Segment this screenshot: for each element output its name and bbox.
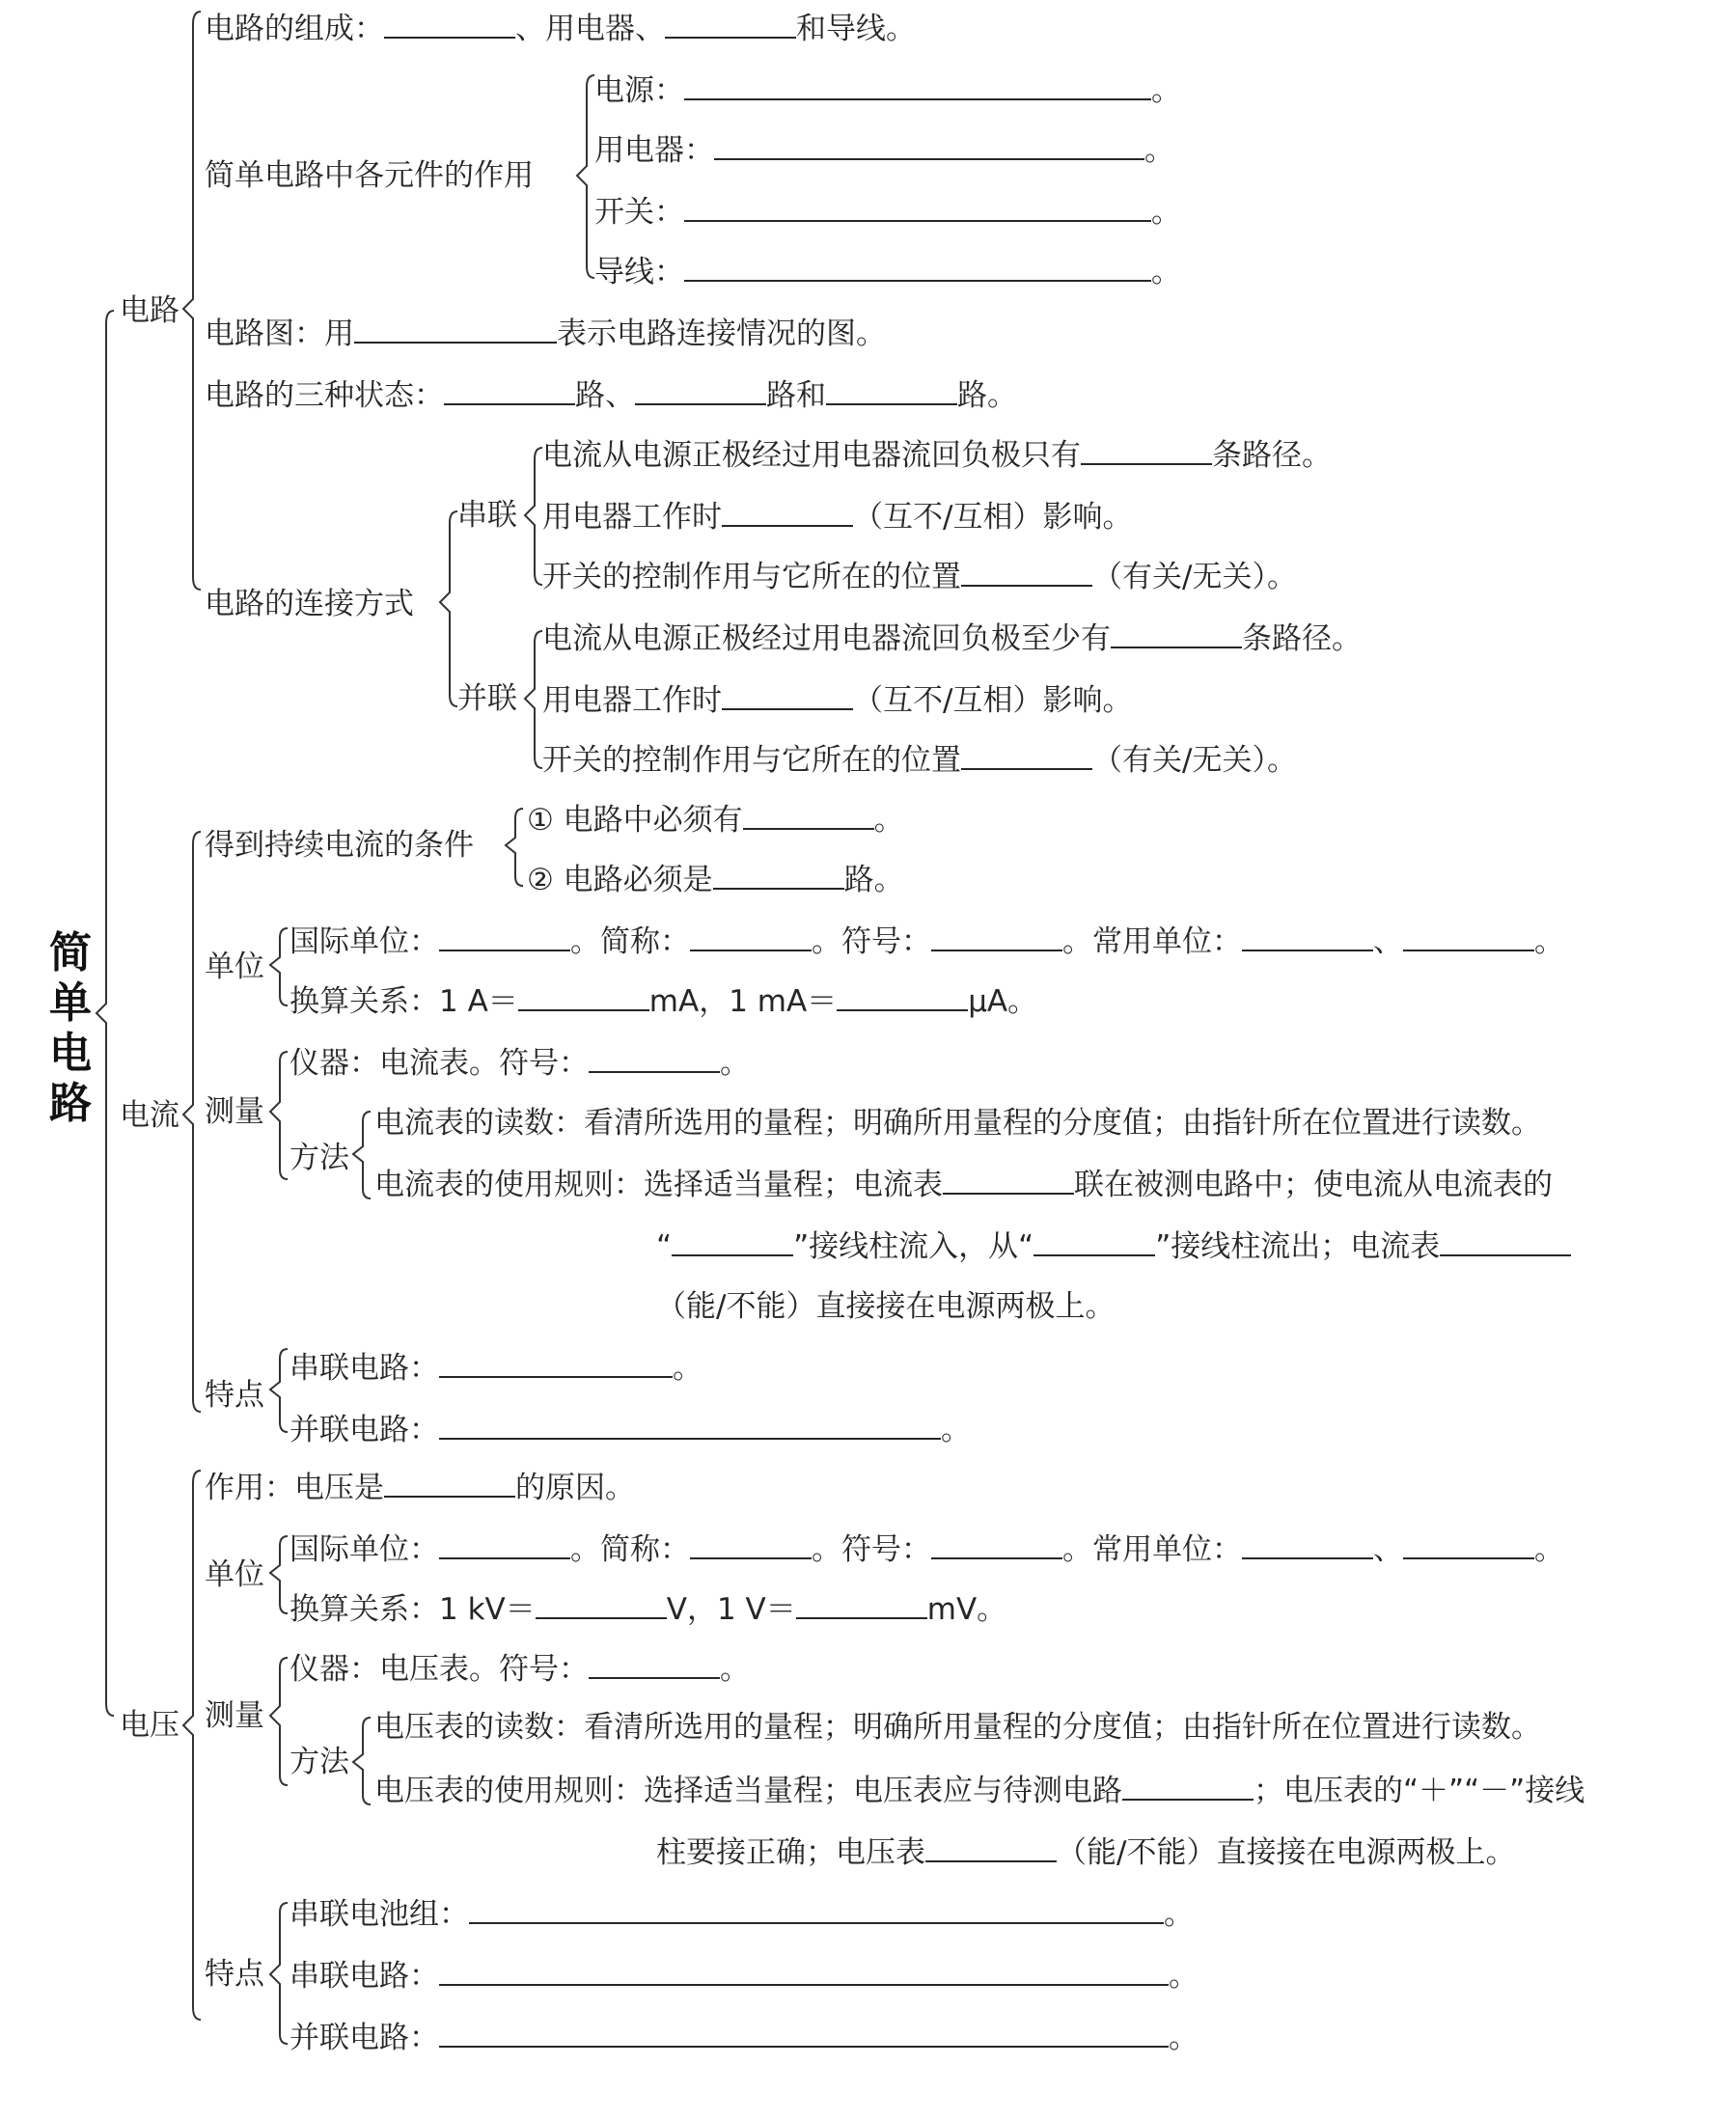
series-brace [525, 448, 542, 585]
current-brace [183, 832, 201, 1412]
circuit-brace [183, 12, 201, 590]
current-method-brace [353, 1112, 371, 1198]
voltage-feature-series-blank[interactable] [439, 1955, 1169, 1986]
voltage-intl-unit-blank[interactable] [439, 1528, 570, 1559]
composition-blank-1[interactable] [384, 8, 515, 39]
voltage-brace [183, 1471, 201, 2020]
condition-item-2: ② 电路必须是 路。 [527, 859, 904, 897]
condition-item-1: ① 电路中必须有 。 [527, 799, 904, 838]
series-switch-blank[interactable] [961, 556, 1092, 587]
voltage-conv-blank-2[interactable] [796, 1588, 927, 1619]
current-rule-blank-1[interactable] [943, 1164, 1074, 1195]
voltage-unit-label: 单位 [205, 1557, 264, 1592]
voltage-rule-row-2: 柱要接正确；电压表 （能/不能）直接接在电源两极上。 [656, 1831, 1515, 1870]
voltage-common-unit-blank-1[interactable] [1242, 1528, 1373, 1559]
current-method-label: 方法 [289, 1141, 349, 1175]
voltage-feature-parallel-row: 并联电路： 。 [289, 2017, 1199, 2055]
voltage-method-label: 方法 [289, 1745, 349, 1779]
current-feature-label: 特点 [205, 1378, 264, 1413]
current-unit-label: 单位 [205, 950, 264, 984]
parallel-path-blank[interactable] [1111, 618, 1242, 648]
current-feature-brace [270, 1349, 288, 1432]
parallel-work-row: 用电器工作时 （互不/互相）影响。 [542, 679, 1132, 718]
parallel-switch-row: 开关的控制作用与它所在的位置 （有关/无关）。 [542, 739, 1297, 778]
parallel-path-row: 电流从电源正极经过用电器流回负极至少有 条路径。 [542, 618, 1362, 656]
voltage-unit-row: 国际单位： 。简称： 。符号： 。常用单位： 、 。 [289, 1528, 1564, 1567]
condition-brace [506, 809, 523, 886]
composition-blank-2[interactable] [665, 8, 796, 39]
voltage-measure-label: 测量 [205, 1698, 264, 1733]
current-measure-label: 测量 [205, 1094, 264, 1129]
role-power-source-blank[interactable] [684, 69, 1151, 100]
parallel-switch-blank[interactable] [961, 739, 1092, 770]
parallel-brace [525, 631, 542, 768]
voltage-instrument-row: 仪器：电压表。符号： 。 [289, 1648, 750, 1687]
role-appliance-row: 用电器： 。 [594, 129, 1174, 168]
series-work-blank[interactable] [722, 496, 853, 527]
current-common-unit-blank-2[interactable] [1403, 921, 1534, 951]
series-work-row: 用电器工作时 （互不/互相）影响。 [542, 496, 1132, 535]
voltage-feature-battery-blank[interactable] [469, 1893, 1164, 1924]
connection-brace [440, 511, 457, 706]
voltage-feature-parallel-blank[interactable] [439, 2017, 1169, 2048]
current-feature-parallel-blank[interactable] [439, 1409, 941, 1440]
voltage-conversion-row: 换算关系：1 kV＝ V，1 V＝ mV。 [289, 1588, 1006, 1627]
voltage-instrument-symbol-blank[interactable] [589, 1648, 720, 1679]
voltage-unit-brace [270, 1536, 288, 1613]
series-switch-row: 开关的控制作用与它所在的位置 （有关/无关）。 [542, 556, 1297, 594]
current-rule-row: 电流表的使用规则：选择适当量程；电流表 联在被测电路中；使电流从电流表的 [374, 1164, 1553, 1202]
connection-label: 电路的连接方式 [205, 587, 414, 621]
state-blank-1[interactable] [444, 374, 575, 405]
voltage-abbr-blank[interactable] [690, 1528, 812, 1559]
current-common-unit-blank-1[interactable] [1242, 921, 1373, 951]
voltage-method-brace [353, 1718, 371, 1804]
voltage-conv-blank-1[interactable] [536, 1588, 667, 1619]
series-label: 串联 [457, 498, 517, 533]
parallel-work-blank[interactable] [722, 679, 853, 710]
current-rule-blank-2[interactable] [1440, 1225, 1571, 1256]
current-terminal-out-blank[interactable] [1033, 1225, 1155, 1256]
voltage-rule-blank-2[interactable] [925, 1831, 1057, 1862]
voltage-symbol-blank[interactable] [931, 1528, 1062, 1559]
states-row: 电路的三种状态： 路、 路和 路。 [205, 374, 1017, 413]
diagram-blank[interactable] [354, 313, 557, 344]
current-feature-parallel-row: 并联电路： 。 [289, 1409, 971, 1447]
page-title: 简单电路 [49, 928, 92, 1128]
voltage-rule-blank-1[interactable] [1122, 1770, 1254, 1801]
current-feature-series-blank[interactable] [439, 1347, 673, 1378]
diagram-row: 电路图：用 表示电路连接情况的图。 [205, 313, 886, 351]
current-conv-blank-2[interactable] [837, 980, 968, 1011]
roles-brace [577, 75, 594, 278]
current-symbol-blank[interactable] [931, 921, 1062, 951]
voltage-feature-series-row: 串联电路： 。 [289, 1955, 1199, 1994]
condition-blank-2[interactable] [713, 859, 844, 890]
current-conv-blank-1[interactable] [518, 980, 649, 1011]
voltage-common-unit-blank-2[interactable] [1403, 1528, 1534, 1559]
voltage-label: 电压 [120, 1708, 179, 1743]
role-power-source-row: 电源： 。 [594, 69, 1181, 108]
role-appliance-blank[interactable] [714, 129, 1144, 160]
voltage-role-blank[interactable] [384, 1467, 515, 1498]
current-terminal-in-blank[interactable] [672, 1225, 793, 1256]
current-intl-unit-blank[interactable] [439, 921, 570, 951]
role-switch-blank[interactable] [684, 191, 1151, 222]
composition-row: 电路的组成： 、用电器、 和导线。 [205, 8, 916, 46]
voltage-measure-brace [270, 1658, 288, 1785]
voltage-role-row: 作用：电压是 的原因。 [205, 1467, 635, 1505]
current-rule-row-3: （能/不能）直接接在电源两极上。 [656, 1289, 1116, 1324]
parallel-label: 并联 [457, 681, 517, 716]
voltage-rule-row: 电压表的使用规则：选择适当量程；电压表应与待测电路 ；电压表的“＋”“－”接线 [374, 1770, 1584, 1808]
condition-blank-1[interactable] [743, 799, 874, 830]
current-abbr-blank[interactable] [690, 921, 812, 951]
current-instrument-row: 仪器：电流表。符号： 。 [289, 1042, 750, 1081]
voltage-reading-row: 电压表的读数：看清所选用的量程；明确所用量程的分度值；由指针所在位置进行读数。 [374, 1710, 1541, 1745]
current-instrument-symbol-blank[interactable] [589, 1042, 720, 1073]
condition-label: 得到持续电流的条件 [205, 828, 474, 863]
state-blank-3[interactable] [826, 374, 957, 405]
role-switch-row: 开关： 。 [594, 191, 1181, 230]
series-path-blank[interactable] [1081, 434, 1212, 465]
current-rule-row-2: “ ”接线柱流入，从“ ”接线柱流出；电流表 [656, 1225, 1571, 1264]
roles-label: 简单电路中各元件的作用 [205, 158, 534, 193]
current-conversion-row: 换算关系：1 A＝ mA，1 mA＝ μA。 [289, 980, 1037, 1019]
voltage-feature-battery-row: 串联电池组： 。 [289, 1893, 1194, 1932]
current-unit-brace [270, 928, 288, 1005]
current-measure-brace [270, 1052, 288, 1179]
current-reading-row: 电流表的读数：看清所选用的量程；明确所用量程的分度值；由指针所在位置进行读数。 [374, 1106, 1541, 1141]
voltage-feature-brace [270, 1903, 288, 2044]
voltage-feature-label: 特点 [205, 1957, 264, 1992]
state-blank-2[interactable] [635, 374, 766, 405]
role-wire-blank[interactable] [684, 251, 1151, 282]
circuit-label: 电路 [120, 293, 179, 328]
series-path-row: 电流从电源正极经过用电器流回负极只有 条路径。 [542, 434, 1332, 473]
current-label: 电流 [120, 1098, 179, 1133]
role-wire-row: 导线： 。 [594, 251, 1181, 289]
current-unit-row: 国际单位： 。简称： 。符号： 。常用单位： 、 。 [289, 921, 1564, 959]
main-brace [96, 311, 114, 1716]
current-feature-series-row: 串联电路： 。 [289, 1347, 703, 1386]
